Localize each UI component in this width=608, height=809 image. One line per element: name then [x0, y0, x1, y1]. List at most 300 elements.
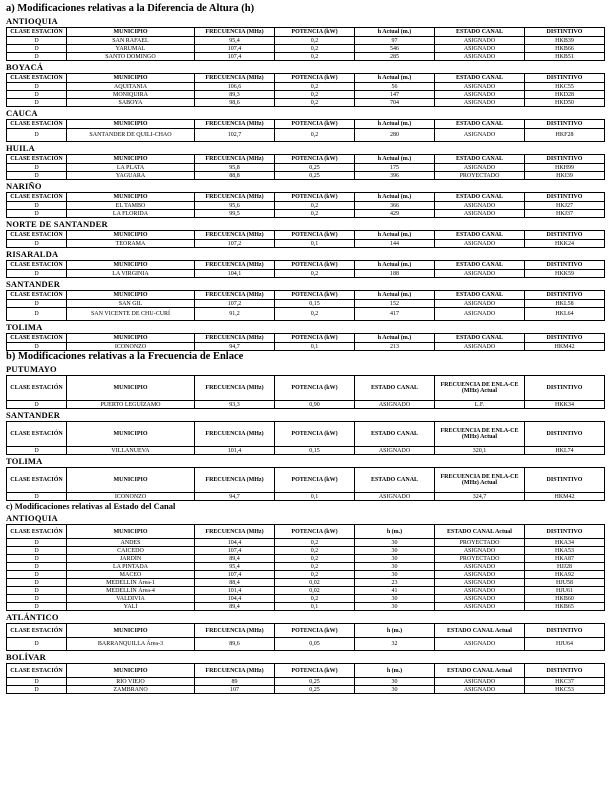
table-cell: SANTANDER DE QUILI-CHAO	[67, 129, 195, 142]
table-cell: 30	[355, 571, 435, 579]
table-cell: YARUMAL	[67, 45, 195, 53]
table-cell: 107,2	[195, 240, 275, 248]
column-header: CLASE ESTACIÓN	[7, 155, 67, 164]
table-cell: 0,25	[275, 164, 355, 172]
table-cell: 0,2	[275, 308, 355, 321]
column-header: MUNICIPIO	[67, 120, 195, 129]
table-row	[7, 99, 605, 107]
table-cell: HKB51	[525, 53, 605, 61]
column-header: CLASE ESTACIÓN	[7, 74, 67, 83]
table-cell: D	[7, 638, 67, 651]
table-cell: 144	[355, 240, 435, 248]
table-cell: ASIGNADO	[435, 547, 525, 555]
column-header: ESTADO CANAL	[435, 291, 525, 300]
table-cell: D	[7, 164, 67, 172]
table-cell: 101,4	[195, 447, 275, 455]
table-cell: 0,1	[275, 493, 355, 501]
column-header: POTENCIA (kW)	[275, 74, 355, 83]
table-cell: HKA53	[525, 547, 605, 555]
table-cell: TEORAMA	[67, 240, 195, 248]
table-cell: BARRANQUILLA Área-3	[67, 638, 195, 651]
column-header: FRECUENCIA (MHz)	[195, 468, 275, 493]
table-cell: 0,15	[275, 447, 355, 455]
table-header-row	[7, 193, 605, 202]
table-cell: EL TAMBO	[67, 202, 195, 210]
station-table	[6, 467, 605, 501]
table-cell: 0,2	[275, 37, 355, 45]
column-header: FRECUENCIA (MHz)	[195, 376, 275, 401]
table-row	[7, 210, 605, 218]
column-header: CLASE ESTACIÓN	[7, 468, 67, 493]
table-row	[7, 686, 605, 694]
table-cell: 30	[355, 563, 435, 571]
column-header: FRECUENCIA DE ENLA-CE (MHz) Actual	[435, 376, 525, 401]
column-header: FRECUENCIA (MHz)	[195, 664, 275, 678]
table-row	[7, 300, 605, 308]
column-header: CLASE ESTACIÓN	[7, 120, 67, 129]
column-header: ESTADO CANAL Actual	[435, 525, 525, 539]
table-row	[7, 83, 605, 91]
station-table	[6, 230, 605, 248]
table-cell: SANTO DOMINGO	[67, 53, 195, 61]
table-row	[7, 579, 605, 587]
column-header: POTENCIA (kW)	[275, 261, 355, 270]
table-cell: HKH99	[525, 164, 605, 172]
table-cell: 417	[355, 308, 435, 321]
column-header: MUNICIPIO	[67, 664, 195, 678]
table-cell: 88,8	[195, 172, 275, 180]
column-header: FRECUENCIA (MHz)	[195, 231, 275, 240]
column-header: FRECUENCIA (MHz)	[195, 120, 275, 129]
table-header-row	[7, 155, 605, 164]
table-cell: ASIGNADO	[435, 53, 525, 61]
table-row	[7, 447, 605, 455]
table-header-row	[7, 624, 605, 638]
column-header: DISTINTIVO	[525, 291, 605, 300]
table-row	[7, 547, 605, 555]
table-cell: 704	[355, 99, 435, 107]
table-cell: HKK34	[525, 401, 605, 409]
column-header: CLASE ESTACIÓN	[7, 193, 67, 202]
column-header: POTENCIA (kW)	[275, 624, 355, 638]
table-cell: HJU64	[525, 638, 605, 651]
table-header-row	[7, 291, 605, 300]
table-cell: D	[7, 240, 67, 248]
table-cell: ASIGNADO	[435, 638, 525, 651]
section-heading: b) Modificaciones relativas a la Frecuencia de Enlace	[6, 351, 244, 362]
table-cell: PROYECTADO	[435, 172, 525, 180]
table-cell: 0,2	[275, 555, 355, 563]
table-cell: 0,2	[275, 91, 355, 99]
column-header: CLASE ESTACIÓN	[7, 334, 67, 343]
table-cell: HKJ27	[525, 202, 605, 210]
table-cell: 324,7	[435, 493, 525, 501]
column-header: h (m.)	[355, 664, 435, 678]
table-cell: 106,6	[195, 83, 275, 91]
table-cell: 56	[355, 83, 435, 91]
table-cell: LA VIRGINIA	[67, 270, 195, 278]
table-cell: 0,2	[275, 129, 355, 142]
column-header: FRECUENCIA (MHz)	[195, 624, 275, 638]
table-cell: 0,2	[275, 270, 355, 278]
table-cell: ASIGNADO	[355, 493, 435, 501]
table-cell: D	[7, 83, 67, 91]
table-cell: HKL58	[525, 300, 605, 308]
table-cell: ASIGNADO	[435, 99, 525, 107]
table-row	[7, 172, 605, 180]
table-row	[7, 53, 605, 61]
table-cell: 101,4	[195, 587, 275, 595]
table-cell: 30	[355, 678, 435, 686]
column-header: FRECUENCIA (MHz)	[195, 74, 275, 83]
table-cell: ASIGNADO	[435, 300, 525, 308]
table-cell: ICONONZO	[67, 493, 195, 501]
table-cell: 0,25	[275, 686, 355, 694]
column-header: ESTADO CANAL Actual	[435, 664, 525, 678]
table-row	[7, 240, 605, 248]
column-header: DISTINTIVO	[525, 422, 605, 447]
table-cell: 0,2	[275, 99, 355, 107]
column-header: ESTADO CANAL	[435, 28, 525, 37]
section-heading: a) Modificaciones relativas a la Diferencia de Altura (h)	[6, 3, 255, 14]
table-cell: D	[7, 172, 67, 180]
station-table	[6, 623, 605, 651]
station-table	[6, 154, 605, 180]
table-cell: CAICEDO	[67, 547, 195, 555]
column-header: DISTINTIVO	[525, 376, 605, 401]
column-header: CLASE ESTACIÓN	[7, 525, 67, 539]
table-cell: ASIGNADO	[435, 595, 525, 603]
table-cell: ASIGNADO	[435, 571, 525, 579]
column-header: h Actual (m.)	[355, 74, 435, 83]
table-cell: VALDIVIA	[67, 595, 195, 603]
table-cell: ASIGNADO	[435, 210, 525, 218]
department-heading: RISARALDA	[6, 249, 59, 259]
table-header-row	[7, 468, 605, 493]
table-row	[7, 595, 605, 603]
column-header: ESTADO CANAL	[355, 376, 435, 401]
column-header: POTENCIA (kW)	[275, 193, 355, 202]
table-cell: ASIGNADO	[435, 91, 525, 99]
table-cell: HKA92	[525, 571, 605, 579]
column-header: POTENCIA (kW)	[275, 334, 355, 343]
table-cell: 0,90	[275, 401, 355, 409]
table-cell: SABOYA	[67, 99, 195, 107]
table-cell: ASIGNADO	[435, 164, 525, 172]
station-table	[6, 421, 605, 455]
table-cell: 546	[355, 45, 435, 53]
table-cell: D	[7, 45, 67, 53]
column-header: POTENCIA (kW)	[275, 525, 355, 539]
table-header-row	[7, 28, 605, 37]
table-cell: D	[7, 686, 67, 694]
table-row	[7, 45, 605, 53]
table-cell: D	[7, 343, 67, 351]
column-header: FRECUENCIA DE ENLA-CE (MHz) Actual	[435, 422, 525, 447]
table-cell: D	[7, 587, 67, 595]
table-header-row	[7, 664, 605, 678]
table-cell: 396	[355, 172, 435, 180]
table-row	[7, 401, 605, 409]
table-cell: HKK59	[525, 270, 605, 278]
table-cell: D	[7, 308, 67, 321]
table-row	[7, 202, 605, 210]
table-cell: 107,4	[195, 45, 275, 53]
column-header: MUNICIPIO	[67, 193, 195, 202]
table-cell: 0,2	[275, 83, 355, 91]
table-cell: HJU58	[525, 579, 605, 587]
column-header: DISTINTIVO	[525, 468, 605, 493]
table-cell: HJJ28	[525, 563, 605, 571]
table-cell: 30	[355, 539, 435, 547]
table-cell: 89,4	[195, 603, 275, 611]
table-cell: 30	[355, 555, 435, 563]
table-cell: HKC53	[525, 686, 605, 694]
table-cell: 89,4	[195, 555, 275, 563]
department-heading: PUTUMAYO	[6, 364, 57, 374]
table-row	[7, 539, 605, 547]
table-cell: 41	[355, 587, 435, 595]
table-cell: 147	[355, 91, 435, 99]
table-cell: HKC55	[525, 83, 605, 91]
table-row	[7, 638, 605, 651]
column-header: FRECUENCIA (MHz)	[195, 261, 275, 270]
table-cell: D	[7, 555, 67, 563]
column-header: POTENCIA (kW)	[275, 120, 355, 129]
department-heading: SANTANDER	[6, 279, 61, 289]
table-cell: D	[7, 91, 67, 99]
table-cell: ASIGNADO	[435, 83, 525, 91]
table-cell: 107,2	[195, 300, 275, 308]
station-table	[6, 260, 605, 278]
table-cell: D	[7, 678, 67, 686]
table-cell: D	[7, 493, 67, 501]
table-cell: 30	[355, 686, 435, 694]
department-heading: ANTIOQUIA	[6, 513, 58, 523]
column-header: POTENCIA (kW)	[275, 291, 355, 300]
table-cell: 429	[355, 210, 435, 218]
department-heading: BOLÍVAR	[6, 652, 46, 662]
column-header: DISTINTIVO	[525, 261, 605, 270]
department-heading: CAUCA	[6, 108, 38, 118]
table-cell: JARDÍN	[67, 555, 195, 563]
table-row	[7, 37, 605, 45]
table-cell: HKC37	[525, 678, 605, 686]
department-heading: NORTE DE SANTANDER	[6, 219, 108, 229]
table-cell: 93,3	[195, 401, 275, 409]
table-cell: HKB65	[525, 603, 605, 611]
column-header: FRECUENCIA (MHz)	[195, 525, 275, 539]
table-cell: 89,3	[195, 91, 275, 99]
table-header-row	[7, 231, 605, 240]
table-row	[7, 164, 605, 172]
column-header: MUNICIPIO	[67, 334, 195, 343]
table-cell: D	[7, 579, 67, 587]
column-header: MUNICIPIO	[67, 525, 195, 539]
table-cell: ZAMBRANO	[67, 686, 195, 694]
station-table	[6, 73, 605, 107]
column-header: h Actual (m.)	[355, 261, 435, 270]
table-cell: 213	[355, 343, 435, 351]
column-header: POTENCIA (kW)	[275, 28, 355, 37]
column-header: DISTINTIVO	[525, 120, 605, 129]
table-cell: 0,02	[275, 587, 355, 595]
column-header: DISTINTIVO	[525, 155, 605, 164]
table-cell: 30	[355, 603, 435, 611]
table-cell: HKA87	[525, 555, 605, 563]
column-header: MUNICIPIO	[67, 291, 195, 300]
table-cell: 98,6	[195, 99, 275, 107]
table-row	[7, 678, 605, 686]
table-cell: LA PLATA	[67, 164, 195, 172]
table-cell: ASIGNADO	[355, 447, 435, 455]
table-cell: 102,7	[195, 129, 275, 142]
table-row	[7, 343, 605, 351]
table-cell: ANDES	[67, 539, 195, 547]
department-heading: TOLIMA	[6, 322, 43, 332]
table-cell: MONIQUIRÁ	[67, 91, 195, 99]
table-cell: 104,4	[195, 595, 275, 603]
table-cell: 0,02	[275, 579, 355, 587]
table-cell: D	[7, 595, 67, 603]
column-header: ESTADO CANAL Actual	[435, 624, 525, 638]
table-cell: 107,4	[195, 547, 275, 555]
table-cell: HKB60	[525, 595, 605, 603]
column-header: h Actual (m.)	[355, 193, 435, 202]
table-row	[7, 555, 605, 563]
column-header: DISTINTIVO	[525, 624, 605, 638]
table-cell: PROYECTADO	[435, 539, 525, 547]
table-cell: D	[7, 603, 67, 611]
table-cell: HKD28	[525, 91, 605, 99]
column-header: CLASE ESTACIÓN	[7, 664, 67, 678]
table-cell: 0,25	[275, 172, 355, 180]
table-cell: ASIGNADO	[435, 270, 525, 278]
table-row	[7, 571, 605, 579]
table-cell: D	[7, 99, 67, 107]
table-cell: 285	[355, 53, 435, 61]
table-row	[7, 563, 605, 571]
table-cell: 32	[355, 638, 435, 651]
table-cell: 95,4	[195, 563, 275, 571]
table-row	[7, 308, 605, 321]
column-header: POTENCIA (kW)	[275, 468, 355, 493]
column-header: DISTINTIVO	[525, 231, 605, 240]
station-table	[6, 375, 605, 409]
department-heading: ATLÁNTICO	[6, 612, 59, 622]
table-cell: 0,2	[275, 571, 355, 579]
column-header: CLASE ESTACIÓN	[7, 624, 67, 638]
column-header: h Actual (m.)	[355, 155, 435, 164]
column-header: h Actual (m.)	[355, 291, 435, 300]
table-cell: VILLANUEVA	[67, 447, 195, 455]
table-cell: ASIGNADO	[435, 603, 525, 611]
table-row	[7, 587, 605, 595]
table-cell: 188	[355, 270, 435, 278]
department-heading: HUILA	[6, 143, 35, 153]
column-header: FRECUENCIA DE ENLA-CE (MHz) Actual	[435, 468, 525, 493]
column-header: ESTADO CANAL	[355, 468, 435, 493]
column-header: POTENCIA (kW)	[275, 422, 355, 447]
table-row	[7, 91, 605, 99]
table-cell: HKL64	[525, 308, 605, 321]
table-cell: 152	[355, 300, 435, 308]
table-cell: LA PINTADA	[67, 563, 195, 571]
table-cell: 104,1	[195, 270, 275, 278]
table-cell: D	[7, 571, 67, 579]
column-header: DISTINTIVO	[525, 525, 605, 539]
department-heading: SANTANDER	[6, 410, 61, 420]
column-header: DISTINTIVO	[525, 74, 605, 83]
table-cell: ASIGNADO	[435, 240, 525, 248]
column-header: DISTINTIVO	[525, 334, 605, 343]
table-cell: HKB39	[525, 37, 605, 45]
column-header: DISTINTIVO	[525, 193, 605, 202]
table-cell: 0,2	[275, 563, 355, 571]
department-heading: NARIÑO	[6, 181, 42, 191]
table-cell: 97	[355, 37, 435, 45]
table-cell: D	[7, 129, 67, 142]
column-header: POTENCIA (kW)	[275, 155, 355, 164]
station-table	[6, 524, 605, 611]
column-header: h Actual (m.)	[355, 120, 435, 129]
table-cell: PUERTO LEGUÍZAMO	[67, 401, 195, 409]
column-header: ESTADO CANAL	[355, 422, 435, 447]
table-cell: ASIGNADO	[435, 343, 525, 351]
column-header: MUNICIPIO	[67, 468, 195, 493]
table-cell: D	[7, 447, 67, 455]
table-cell: 0,25	[275, 678, 355, 686]
column-header: POTENCIA (kW)	[275, 664, 355, 678]
table-cell: 280	[355, 129, 435, 142]
table-cell: 104,4	[195, 539, 275, 547]
table-cell: ASIGNADO	[435, 678, 525, 686]
table-cell: MACEO	[67, 571, 195, 579]
table-cell: ASIGNADO	[435, 308, 525, 321]
table-cell: 0,2	[275, 45, 355, 53]
table-cell: HJU61	[525, 587, 605, 595]
column-header: h Actual (m.)	[355, 334, 435, 343]
column-header: FRECUENCIA (MHz)	[195, 193, 275, 202]
station-table	[6, 119, 605, 142]
column-header: MUNICIPIO	[67, 376, 195, 401]
table-cell: 0,05	[275, 638, 355, 651]
table-cell: ASIGNADO	[435, 45, 525, 53]
table-cell: 0,2	[275, 202, 355, 210]
table-cell: YALÍ	[67, 603, 195, 611]
table-cell: 366	[355, 202, 435, 210]
table-cell: D	[7, 210, 67, 218]
column-header: FRECUENCIA (MHz)	[195, 334, 275, 343]
column-header: h Actual (m.)	[355, 231, 435, 240]
table-cell: LA FLORIDA	[67, 210, 195, 218]
column-header: ESTADO CANAL	[435, 120, 525, 129]
table-row	[7, 129, 605, 142]
table-cell: HKI39	[525, 172, 605, 180]
table-cell: 95,4	[195, 37, 275, 45]
table-cell: HKK24	[525, 240, 605, 248]
table-cell: 0,1	[275, 603, 355, 611]
table-cell: 99,5	[195, 210, 275, 218]
column-header: ESTADO CANAL	[435, 334, 525, 343]
table-cell: 107	[195, 686, 275, 694]
column-header: MUNICIPIO	[67, 231, 195, 240]
station-table	[6, 290, 605, 321]
table-cell: 107,4	[195, 53, 275, 61]
station-table	[6, 663, 605, 694]
column-header: MUNICIPIO	[67, 422, 195, 447]
table-cell: ASIGNADO	[435, 579, 525, 587]
